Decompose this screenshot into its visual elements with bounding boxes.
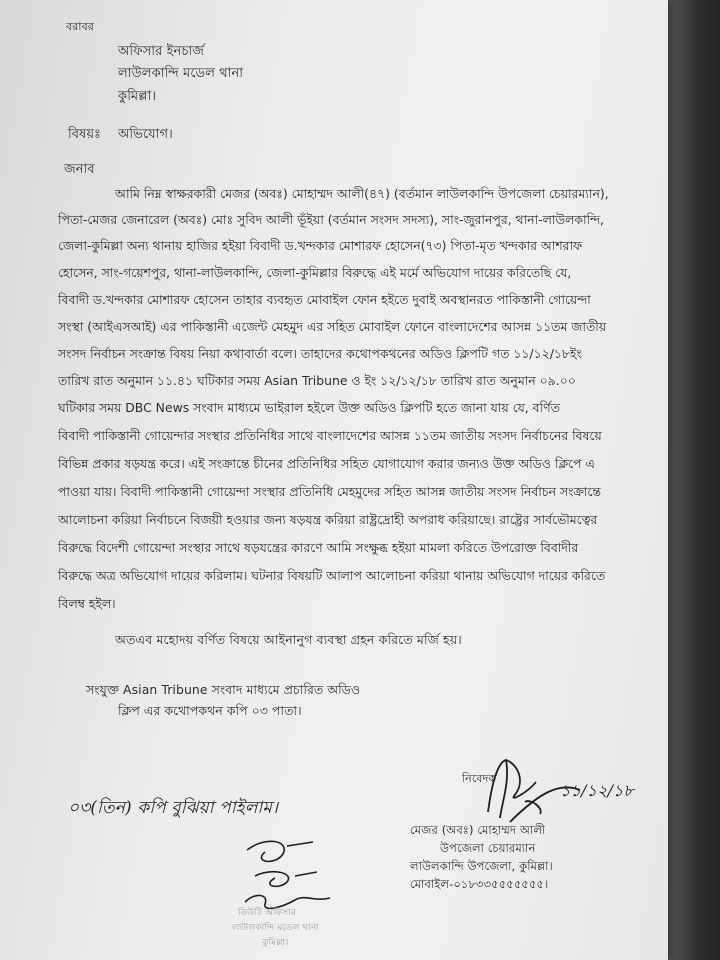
photo-background-edge [668, 0, 720, 960]
body-line: পাওয়া যায়। বিবাদী পাকিস্তানী গোয়েন্দা সংস্থার প্রতিনিধি মেহমুদের সহিত আসন্ন জাতীয় সংসদ নির্বাচন সংক্রান্তে [58, 484, 601, 499]
closing-line: অতএব মহোদয় বর্ণিত বিষয়ে আইনানুগ ব্যবস্থা গ্রহন করিতে মর্জি হয়। [115, 632, 462, 647]
body-line: হোসেন, সাং-গয়েশপুর, থানা-লাউলকান্দি, জেলা-কুমিল্লার বিরুদ্ধে এই মর্মে অভিযোগ দায়ের করিতেছি যে, [58, 265, 572, 280]
body-line: তারিখ রাত অনুমান ১১.৪১ ঘটিকার সময় Asian Tribune ও ইং ১২/১২/১৮ তারিখ রাত অনুমান ০৯.০০ [58, 373, 576, 388]
body-line: বিবাদী ড.খন্দকার মোশারফ হোসেন তাহার ব্যবহৃত মোবাইল ফোন হইতে দুবাই অবস্থানরত পাকিস্তানী গোয়েন্দা [58, 292, 591, 307]
body-line: বিরুদ্ধে বিদেশী গোয়েন্দা সংস্থার সাথে ষড়যন্ত্রের কারণে আমি সংক্ষুব্ধ হইয়া মামলা করিতে উপরোক্ত বিবাদীর [58, 540, 579, 555]
signature-date: ১১/১২/১৮ [560, 781, 634, 800]
subject-text: অভিযোগ। [118, 127, 173, 142]
body-line: বিরুদ্ধে অত্র অভিযোগ দায়ের করিলাম। ঘটনার বিষয়টি আলাপ আলোচনা করিয়া থানায় অভিযোগ দায়ের করিতে [58, 568, 606, 583]
attachment-line-2: ক্লিপ এর কথোপকথন কপি ০৩ পাতা। [118, 703, 302, 718]
signatory-line-3: লাউলকান্দি উপজেলা, কুমিল্লা। [410, 859, 553, 873]
signatory-line-1: মেজর (অবঃ) মোহাম্মদ আলী [410, 823, 546, 837]
body-line: জেলা-কুমিল্লা অন্য থানায় হাজির হইয়া বিবাদী ড.খন্দকার মোশারফ হোসেন(৭৩) পিতা-মৃত খন্দকার আশরাফ [58, 238, 583, 253]
signatory-line-4: মোবাইল-০১৮৩৩৫৫৫৫৫৫৫। [410, 877, 549, 891]
handwritten-received-note: ০৩(তিন) কপি বুঝিয়া পাইলাম। [68, 798, 279, 818]
signatory-line-2: উপজেলা চেয়ারম্যান [440, 841, 536, 855]
body-line: আমি নিম্ন স্বাক্ষরকারী মেজর (অবঃ) মোহাম্মদ আলী(৪৭) (বর্তমান লাউলকান্দি উপজেলা চেয়ারম্যান), [115, 186, 609, 201]
recipient-line-1: অফিসার ইনচার্জ [118, 44, 204, 59]
recipient-line-3: কুমিল্লা। [118, 89, 157, 104]
salutation: জনাব [64, 162, 95, 177]
stamp-line-3: কুমিল্লা। [262, 938, 289, 948]
stamp-line-2: লাউলকান্দি মডেল থানা [232, 923, 320, 933]
attachment-line-1: সংযুক্ত Asian Tribune সংবাদ মাধ্যমে প্রচারিত অডিও [86, 682, 361, 697]
stamp-line-1: ডিউটি অফিসার [238, 908, 296, 918]
recipient-line-2: লাউলকান্দি মডেল থানা [118, 66, 244, 81]
to-label: বরাবর [66, 20, 94, 33]
body-line: আলোচনা করিয়া নির্বাচনে বিজয়ী হওয়ার জন্য ষড়যন্ত্র করিয়া রাষ্ট্রদ্রোহী অপরাধ করিয়াছে। রাষ্ট্রের সার্বভৌমত্বের [58, 512, 598, 527]
body-line: বিভিন্ন প্রকার ষড়যন্ত্র করে। এই সংক্রান্তে চীনের প্রতিনিধির সহিত যোগাযোগ করার জন্যও উক্ত অডিও ক্লিপে এ [58, 456, 595, 471]
body-line: বিলম্ব হইল। [58, 596, 116, 611]
signatory-label: নিবেদক [462, 772, 497, 785]
body-line: ঘটিকার সময় DBC News সংবাদ মাধ্যমে ভাইরাল হইলে উক্ত অডিও ক্লিপটি হতে জানা যায় যে, বর্ণিত [58, 400, 560, 415]
body-line: পিতা-মেজর জেনারেল (অবঃ) মোঃ সুবিদ আলী ভূঁইয়া (বর্তমান সংসদ সদস্য), সাং-জুরানপুর, থানা-লাউলকান্দি, [58, 212, 604, 227]
body-line: সংসদ নির্বাচন সংক্রান্ত বিষয় নিয়া কথাবার্তা বলে। তাহাদের কথোপকথনের অডিও ক্লিপটি গত ১১/১২/১৮ইং [58, 346, 582, 361]
body-line: সংস্থা (আইএসআই) এর পাকিস্তানী এজেন্ট মেহমুদ এর সহিত মোবাইল ফোনে বাংলাদেশের আসন্ন ১১তম জাতীয় [58, 319, 607, 334]
body-line: বিবাদী পাকিস্তানী গোয়েন্দার সংস্থার প্রতিনিধির সাথে বাংলাদেশের আসন্ন ১১তম জাতীয় সংসদ নির্বাচনের বিষয়ে [58, 428, 602, 443]
subject-label: বিষয়ঃ [68, 127, 102, 142]
